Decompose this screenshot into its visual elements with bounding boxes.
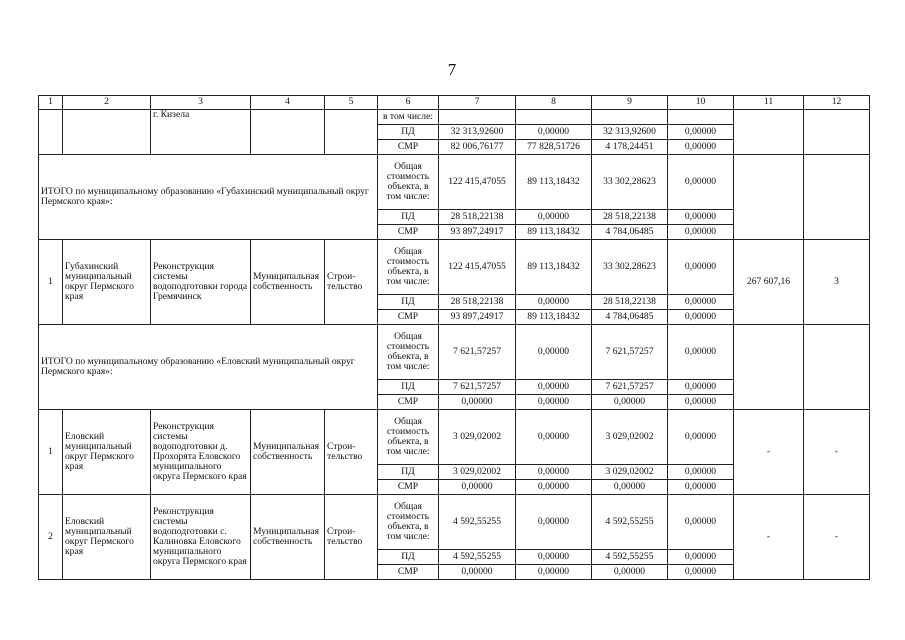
cell-object: Реконструкция системы водоподготовки д. Прохорята Еловского муниципального округа Пермского края [151, 410, 251, 495]
cell-value: 89 113,18432 [516, 225, 592, 240]
cell-value: 0,00000 [668, 495, 734, 550]
header-cell: 5 [325, 96, 378, 110]
cell-value: 0,00000 [668, 140, 734, 155]
header-cell: 11 [734, 96, 804, 110]
cell-value: 0,00000 [516, 465, 592, 480]
cell-cost-label: ПД [378, 125, 439, 140]
cell-value: 0,00000 [668, 380, 734, 395]
cell-cost-label: СМР [378, 395, 439, 410]
cell-col11 [734, 155, 804, 240]
cell-value: 0,00000 [516, 565, 592, 580]
cell-col12 [804, 325, 870, 410]
cell-value: 0,00000 [516, 395, 592, 410]
cell-value: 0,00000 [668, 310, 734, 325]
header-cell: 8 [516, 96, 592, 110]
cell-value: 0,00000 [516, 380, 592, 395]
cell-value: 0,00000 [516, 550, 592, 565]
cell-value: 0,00000 [516, 125, 592, 140]
cell-municipality: Еловский муниципальный округ Пермского края [63, 495, 151, 580]
cell-value: 28 518,22138 [592, 210, 668, 225]
cell-value: 122 415,47055 [439, 240, 516, 295]
header-cell: 7 [439, 96, 516, 110]
cell-cost-label: ПД [378, 465, 439, 480]
page-number: 7 [447, 60, 457, 79]
cell-value: 0,00000 [592, 395, 668, 410]
header-cell: 6 [378, 96, 439, 110]
cell-object: Реконструкция системы водоподготовки города Гремячинск [151, 240, 251, 325]
cell-cost-label: СМР [378, 310, 439, 325]
cell-value: 3 029,02002 [439, 465, 516, 480]
cell-num [39, 110, 63, 155]
cell-value: 0,00000 [668, 295, 734, 310]
cell-col12 [804, 110, 870, 155]
cell-value: 0,00000 [592, 565, 668, 580]
cell-value: 89 113,18432 [516, 310, 592, 325]
table-row [39, 325, 870, 380]
cell-cost-label: СМР [378, 565, 439, 580]
cell-ownership: Муниципальная собственность [251, 240, 325, 325]
cell-value [516, 110, 592, 125]
cell-municipality: Губахинский муниципальный округ Пермского края [63, 240, 151, 325]
cell-value: 0,00000 [668, 550, 734, 565]
total-label: ИТОГО по муниципальному образованию «Губахинский муниципальный округ Пермского края»: [39, 155, 378, 240]
cell-value: 4 592,55255 [592, 550, 668, 565]
cell-cost-label: ПД [378, 550, 439, 565]
header-cell: 1 [39, 96, 63, 110]
cell-value: 0,00000 [516, 210, 592, 225]
cell-value: 28 518,22138 [439, 210, 516, 225]
cell-value: 0,00000 [516, 325, 592, 380]
cell-col11 [734, 110, 804, 155]
cell-cost-label: ПД [378, 295, 439, 310]
cell-value: 4 784,06485 [592, 310, 668, 325]
cell-value: 0,00000 [668, 125, 734, 140]
cell-value: 4 592,55255 [439, 495, 516, 550]
cell-municipality [63, 110, 151, 155]
cell-value: 0,00000 [516, 410, 592, 465]
cell-value: 7 621,57257 [592, 325, 668, 380]
cell-value: 82 006,76177 [439, 140, 516, 155]
cell-value: 28 518,22138 [439, 295, 516, 310]
cell-type: Строи-тельство [325, 240, 378, 325]
cell-value: 0,00000 [516, 480, 592, 495]
cell-value: 0,00000 [668, 325, 734, 380]
table-row [39, 110, 870, 125]
cell-value: 7 621,57257 [439, 325, 516, 380]
table-row [39, 495, 870, 550]
cell-value: 28 518,22138 [592, 295, 668, 310]
cell-value: 3 029,02002 [592, 410, 668, 465]
table-row [39, 410, 870, 465]
investment-table [38, 95, 870, 580]
cell-value: 77 828,51726 [516, 140, 592, 155]
cell-col12: - [804, 410, 870, 495]
cell-col11 [734, 325, 804, 410]
cell-value: 3 029,02002 [439, 410, 516, 465]
table-row [39, 240, 870, 295]
cell-type: Строи-тельство [325, 495, 378, 580]
cell-value: 0,00000 [668, 155, 734, 210]
cell-value: 4 592,55255 [592, 495, 668, 550]
cell-value: 0,00000 [668, 480, 734, 495]
cell-cost-label: в том числе: [378, 110, 439, 125]
cell-col11: 267 607,16 [734, 240, 804, 325]
cell-value: 0,00000 [439, 565, 516, 580]
cell-num: 2 [39, 495, 63, 580]
cell-col11: - [734, 410, 804, 495]
cell-num: 1 [39, 410, 63, 495]
cell-num: 1 [39, 240, 63, 325]
table-row [39, 155, 870, 210]
header-cell: 4 [251, 96, 325, 110]
cell-cost-label: Общая стоимость объекта, в том числе: [378, 410, 439, 465]
cell-value: 0,00000 [668, 240, 734, 295]
cell-cost-label: Общая стоимость объекта, в том числе: [378, 240, 439, 295]
cell-cost-label: Общая стоимость объекта, в том числе: [378, 155, 439, 210]
cell-type [325, 110, 378, 155]
cell-value [668, 110, 734, 125]
cell-value: 0,00000 [516, 295, 592, 310]
cell-value: 4 592,55255 [439, 550, 516, 565]
cell-value: 4 784,06485 [592, 225, 668, 240]
cell-value: 32 313,92600 [439, 125, 516, 140]
cell-ownership: Муниципальная собственность [251, 495, 325, 580]
cell-value: 0,00000 [668, 565, 734, 580]
cell-value: 0,00000 [516, 495, 592, 550]
cell-cost-label: Общая стоимость объекта, в том числе: [378, 495, 439, 550]
cell-value: 0,00000 [668, 210, 734, 225]
cell-type: Строи-тельство [325, 410, 378, 495]
cell-cost-label: ПД [378, 380, 439, 395]
cell-value: 93 897,24917 [439, 225, 516, 240]
cell-value: 0,00000 [668, 410, 734, 465]
cell-value: 33 302,28623 [592, 155, 668, 210]
cell-object: Реконструкция системы водоподготовки с. Калиновка Еловского муниципального округа Пермского края [151, 495, 251, 580]
cell-value: 7 621,57257 [439, 380, 516, 395]
header-row [39, 96, 870, 110]
total-label: ИТОГО по муниципальному образованию «Еловский муниципальный округ Пермского края»: [39, 325, 378, 410]
cell-value: 89 113,18432 [516, 240, 592, 295]
cell-value: 0,00000 [439, 395, 516, 410]
cell-cost-label: СМР [378, 140, 439, 155]
cell-value: 0,00000 [592, 480, 668, 495]
cell-value [592, 110, 668, 125]
cell-value: 4 178,24451 [592, 140, 668, 155]
cell-ownership [251, 110, 325, 155]
cell-col12: - [804, 495, 870, 580]
cell-value: 0,00000 [439, 480, 516, 495]
cell-value: 7 621,57257 [592, 380, 668, 395]
cell-value: 93 897,24917 [439, 310, 516, 325]
cell-value: 122 415,47055 [439, 155, 516, 210]
cell-value [439, 110, 516, 125]
cell-ownership: Муниципальная собственность [251, 410, 325, 495]
header-cell: 3 [151, 96, 251, 110]
cell-value: 0,00000 [668, 225, 734, 240]
header-cell: 2 [63, 96, 151, 110]
cell-value: 0,00000 [668, 395, 734, 410]
header-cell: 10 [668, 96, 734, 110]
cell-value: 33 302,28623 [592, 240, 668, 295]
header-cell: 9 [592, 96, 668, 110]
cell-col12: 3 [804, 240, 870, 325]
cell-object: г. Кизела [151, 110, 251, 155]
header-cell: 12 [804, 96, 870, 110]
cell-col12 [804, 155, 870, 240]
cell-cost-label: Общая стоимость объекта, в том числе: [378, 325, 439, 380]
cell-col11: - [734, 495, 804, 580]
cell-municipality: Еловский муниципальный округ Пермского края [63, 410, 151, 495]
cell-value: 0,00000 [668, 465, 734, 480]
cell-value: 89 113,18432 [516, 155, 592, 210]
cell-cost-label: СМР [378, 225, 439, 240]
cell-value: 3 029,02002 [592, 465, 668, 480]
cell-cost-label: СМР [378, 480, 439, 495]
cell-value: 32 313,92600 [592, 125, 668, 140]
cell-cost-label: ПД [378, 210, 439, 225]
